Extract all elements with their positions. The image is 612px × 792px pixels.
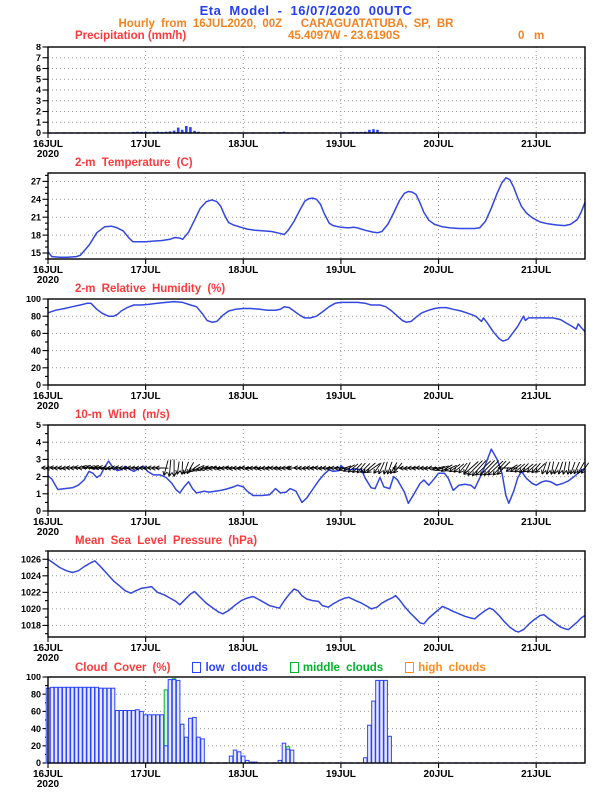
svg-text:21JUL: 21JUL bbox=[521, 517, 552, 528]
svg-text:4: 4 bbox=[35, 437, 41, 448]
svg-text:2020: 2020 bbox=[36, 779, 60, 787]
svg-text:1: 1 bbox=[35, 117, 41, 128]
panel-title-temperature: 2-m Temperature (C) bbox=[75, 157, 193, 169]
pressure-chart bbox=[0, 548, 612, 661]
page-title: Eta Model - 16/07/2020 00UTC bbox=[199, 3, 413, 18]
svg-text:2020: 2020 bbox=[36, 527, 60, 535]
svg-text:5: 5 bbox=[35, 422, 41, 431]
svg-text:20JUL: 20JUL bbox=[423, 769, 454, 780]
svg-text:2020: 2020 bbox=[36, 401, 60, 409]
svg-text:20: 20 bbox=[30, 741, 41, 751]
svg-text:16JUL: 16JUL bbox=[32, 769, 64, 780]
svg-text:27: 27 bbox=[30, 176, 41, 187]
svg-text:19JUL: 19JUL bbox=[325, 643, 356, 654]
panel-title-pressure: Mean Sea Level Pressure (hPa) bbox=[75, 535, 258, 547]
svg-text:0: 0 bbox=[35, 380, 41, 391]
svg-text:19JUL: 19JUL bbox=[325, 391, 356, 402]
svg-text:17JUL: 17JUL bbox=[130, 643, 161, 654]
svg-text:2: 2 bbox=[35, 106, 41, 117]
svg-text:16JUL: 16JUL bbox=[32, 391, 64, 402]
svg-text:100: 100 bbox=[25, 674, 41, 683]
panel-title-humidity: 2-m Relative Humidity (%) bbox=[75, 283, 226, 295]
legend-high-clouds: high clouds bbox=[405, 662, 486, 674]
svg-text:1024: 1024 bbox=[20, 571, 41, 582]
svg-text:19JUL: 19JUL bbox=[325, 769, 356, 780]
svg-text:1: 1 bbox=[35, 489, 41, 499]
svg-text:2020: 2020 bbox=[36, 149, 60, 157]
svg-text:60: 60 bbox=[30, 328, 41, 339]
middle-clouds-swatch-icon bbox=[290, 662, 299, 673]
svg-text:60: 60 bbox=[30, 706, 41, 717]
high-clouds-swatch-icon bbox=[405, 662, 414, 673]
svg-text:80: 80 bbox=[30, 311, 41, 322]
svg-text:21JUL: 21JUL bbox=[521, 139, 552, 150]
page-subtitle: Hourly from 16JUL2020, 00Z CARAGUATATUBA, SP, BR bbox=[118, 18, 454, 30]
svg-text:24: 24 bbox=[30, 194, 41, 205]
svg-text:8: 8 bbox=[35, 44, 41, 53]
svg-text:18JUL: 18JUL bbox=[228, 265, 259, 276]
svg-text:17JUL: 17JUL bbox=[130, 769, 161, 780]
svg-text:15: 15 bbox=[30, 248, 41, 259]
panel-title-cloud-cover: Cloud Cover (%) bbox=[75, 661, 171, 674]
svg-text:18: 18 bbox=[30, 230, 41, 241]
svg-text:21JUL: 21JUL bbox=[521, 769, 552, 780]
low-clouds-swatch-icon bbox=[192, 662, 201, 673]
svg-text:40: 40 bbox=[30, 345, 41, 356]
svg-text:3: 3 bbox=[35, 454, 41, 465]
svg-text:17JUL: 17JUL bbox=[130, 265, 161, 276]
svg-text:20JUL: 20JUL bbox=[423, 265, 454, 276]
svg-text:18JUL: 18JUL bbox=[228, 139, 259, 150]
svg-text:18JUL: 18JUL bbox=[228, 643, 259, 654]
legend-middle-clouds: middle clouds bbox=[290, 662, 383, 674]
station-coordinates: 45.4097W - 23.6190S bbox=[288, 30, 400, 42]
svg-text:19JUL: 19JUL bbox=[325, 265, 356, 276]
svg-text:19JUL: 19JUL bbox=[325, 517, 356, 528]
svg-text:0: 0 bbox=[35, 758, 41, 769]
svg-text:17JUL: 17JUL bbox=[130, 391, 161, 402]
svg-text:17JUL: 17JUL bbox=[130, 139, 161, 150]
svg-text:40: 40 bbox=[30, 723, 41, 734]
svg-text:21JUL: 21JUL bbox=[521, 643, 552, 654]
svg-text:18JUL: 18JUL bbox=[228, 517, 259, 528]
svg-text:3: 3 bbox=[35, 95, 41, 106]
svg-text:16JUL: 16JUL bbox=[32, 265, 64, 276]
panel-title-precipitation: Precipitation (mm/h) bbox=[75, 30, 187, 42]
svg-text:19JUL: 19JUL bbox=[325, 139, 356, 150]
station-elevation: 0 m bbox=[518, 30, 545, 42]
svg-text:20: 20 bbox=[30, 363, 41, 373]
svg-text:80: 80 bbox=[30, 689, 41, 700]
svg-text:2020: 2020 bbox=[36, 653, 60, 661]
svg-text:7: 7 bbox=[35, 52, 41, 63]
precipitation-chart bbox=[0, 44, 612, 157]
svg-text:1018: 1018 bbox=[20, 620, 41, 631]
humidity-chart bbox=[0, 296, 612, 409]
svg-text:20JUL: 20JUL bbox=[423, 517, 454, 528]
legend-low-clouds: low clouds bbox=[192, 662, 267, 674]
svg-text:21: 21 bbox=[30, 212, 41, 223]
svg-text:1020: 1020 bbox=[20, 604, 41, 615]
svg-text:0: 0 bbox=[35, 506, 41, 517]
svg-text:17JUL: 17JUL bbox=[130, 517, 161, 528]
panel-title-wind: 10-m Wind (m/s) bbox=[75, 409, 170, 421]
svg-text:20JUL: 20JUL bbox=[423, 391, 454, 402]
svg-text:4: 4 bbox=[35, 85, 41, 96]
svg-text:16JUL: 16JUL bbox=[32, 139, 64, 150]
temperature-chart bbox=[0, 170, 612, 283]
svg-text:1026: 1026 bbox=[20, 554, 41, 565]
svg-text:20JUL: 20JUL bbox=[423, 643, 454, 654]
svg-text:5: 5 bbox=[35, 74, 41, 85]
svg-text:2: 2 bbox=[35, 471, 41, 482]
svg-text:100: 100 bbox=[25, 296, 41, 305]
svg-text:18JUL: 18JUL bbox=[228, 769, 259, 780]
header-line3 bbox=[0, 30, 612, 44]
wind-chart bbox=[0, 422, 612, 535]
svg-text:16JUL: 16JUL bbox=[32, 643, 64, 654]
svg-text:0: 0 bbox=[35, 128, 41, 139]
cloud-cover-legend-row bbox=[0, 661, 612, 674]
svg-text:2020: 2020 bbox=[36, 275, 60, 283]
svg-text:20JUL: 20JUL bbox=[423, 139, 454, 150]
svg-text:18JUL: 18JUL bbox=[228, 391, 259, 402]
svg-text:16JUL: 16JUL bbox=[32, 517, 64, 528]
svg-text:21JUL: 21JUL bbox=[521, 391, 552, 402]
svg-text:1022: 1022 bbox=[20, 587, 41, 598]
svg-text:6: 6 bbox=[35, 63, 41, 74]
svg-text:21JUL: 21JUL bbox=[521, 265, 552, 276]
cloud-cover-chart bbox=[0, 674, 612, 787]
